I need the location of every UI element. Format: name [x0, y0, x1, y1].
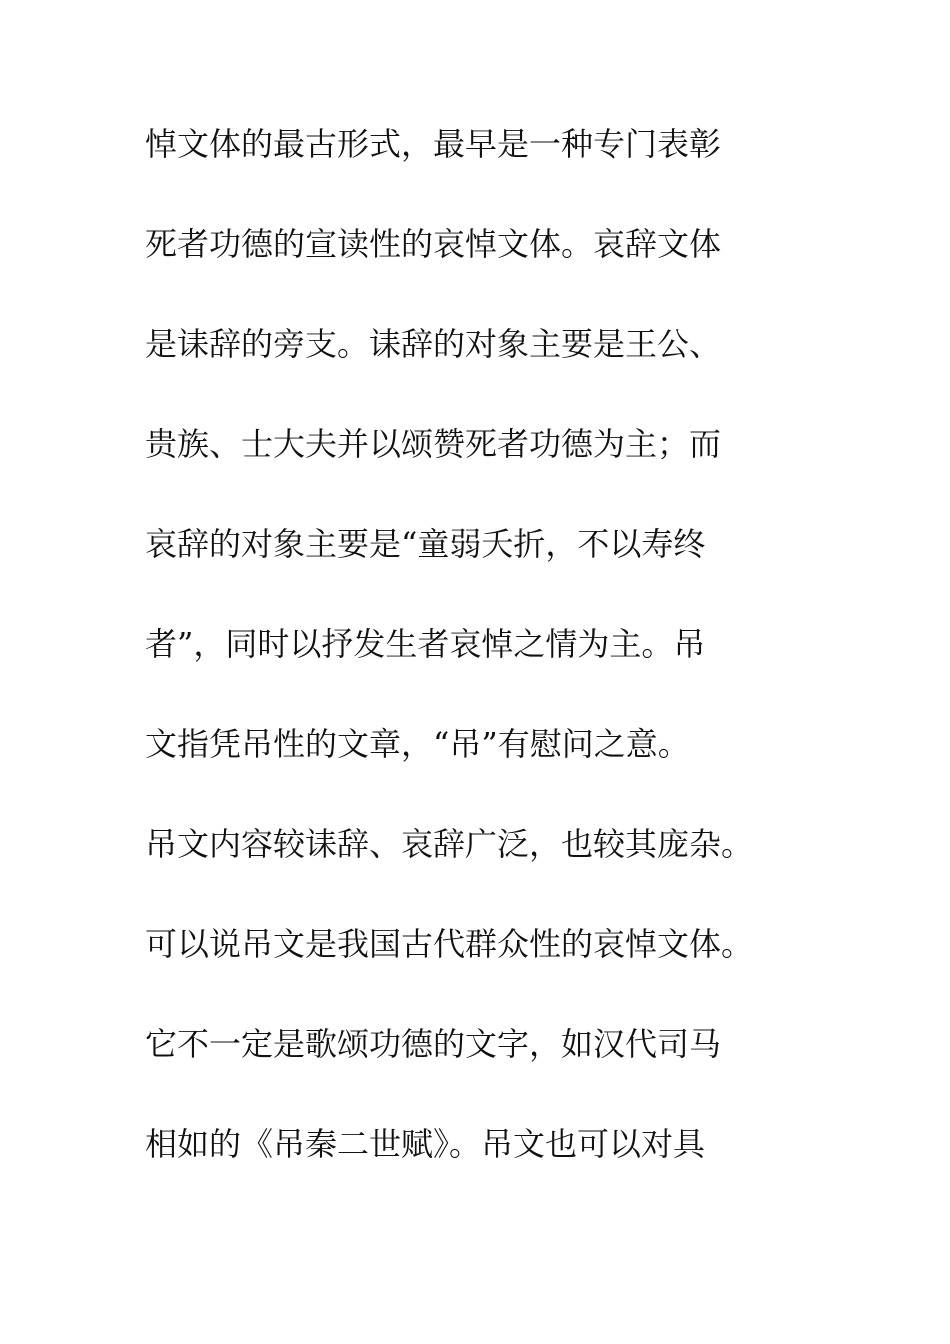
- text-line: 死者功德的宣读性的哀悼文体。哀辞文体: [145, 225, 722, 263]
- text-line: 是诔辞的旁支。诔辞的对象主要是王公、: [145, 325, 722, 363]
- text-line: 哀辞的对象主要是“童弱夭折，不以寿终: [145, 525, 706, 563]
- text-line: 者”，同时以抒发生者哀悼之情为主。吊: [145, 625, 706, 663]
- text-line: 相如的《吊秦二世赋》。吊文也可以对具: [145, 1125, 706, 1163]
- body-text: [145, 124, 845, 1224]
- text-line: 悼文体的最古形式，最早是一种专门表彰: [145, 125, 722, 163]
- text-line: 贵族、士大夫并以颂赞死者功德为主；而: [145, 425, 722, 463]
- text-line: 文指凭吊性的文章，“吊”有慰问之意。: [145, 725, 690, 763]
- text-line: 它不一定是歌颂功德的文字，如汉代司马: [145, 1025, 722, 1063]
- text-line: 吊文内容较诔辞、哀辞广泛，也较其庞杂。: [145, 825, 754, 863]
- text-line: 可以说吊文是我国古代群众性的哀悼文体。: [145, 925, 754, 963]
